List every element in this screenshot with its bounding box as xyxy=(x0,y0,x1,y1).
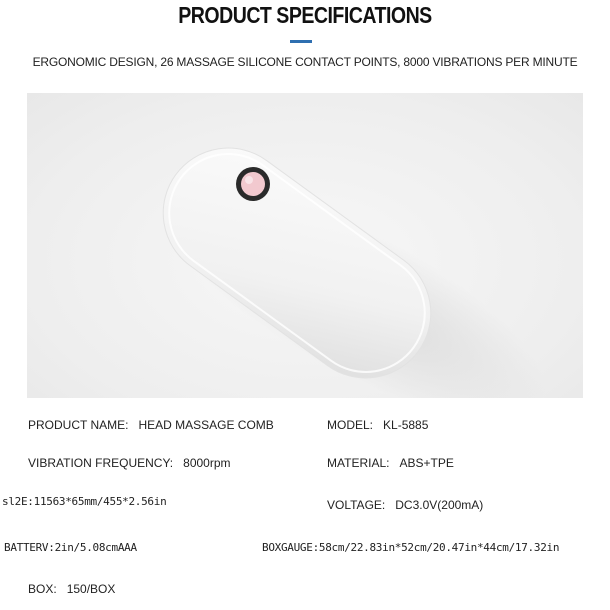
spec-model: MODEL: KL-5885 xyxy=(327,418,429,432)
page-subtitle: ERGONOMIC DESIGN, 26 MASSAGE SILICONE CONTACT POINTS, 8000 VIBRATIONS PER MINUTE xyxy=(32,55,578,69)
spec-vibration-frequency: VIBRATION FREQUENCY: 8000rpm xyxy=(28,456,231,470)
spec-material: MATERIAL: ABS+TPE xyxy=(327,456,454,470)
massage-comb-icon xyxy=(27,93,583,398)
spec-box: BOX: 150/BOX xyxy=(28,582,116,596)
product-photo xyxy=(27,93,583,398)
title-underline xyxy=(290,40,312,43)
power-button-icon xyxy=(241,172,265,196)
spec-size: sl2E:11563*65mm/455*2.56in xyxy=(2,495,167,508)
spec-voltage: VOLTAGE: DC3.0V(200mA) xyxy=(327,498,484,512)
spec-battery: BATTERV:2in/5.08cmAAA xyxy=(4,541,137,554)
spec-box-gauge: BOXGAUGE:58cm/22.83in*52cm/20.47in*44cm/17.32in xyxy=(262,541,560,554)
spec-product-name: PRODUCT NAME: HEAD MASSAGE COMB xyxy=(28,418,274,432)
page-title: PRODUCT SPECIFICATIONS xyxy=(178,2,432,28)
